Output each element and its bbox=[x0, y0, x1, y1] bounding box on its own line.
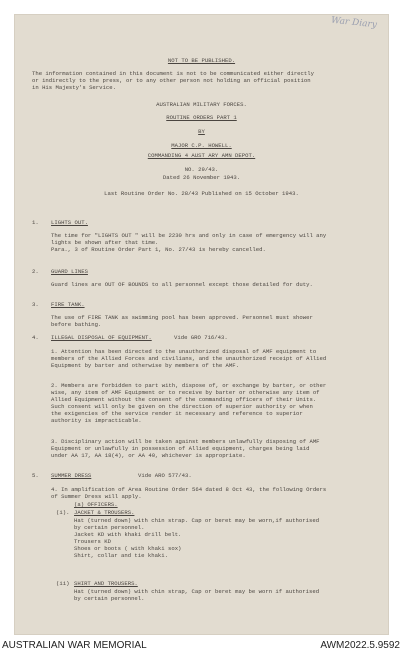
notice-line-2: or indirectly to the press, or to any other person not holding an official position bbox=[32, 77, 311, 84]
item-ii-heading: SHIRT AND TROUSERS. bbox=[74, 580, 138, 587]
command-heading: COMMANDING 4 AUST ARY AMN DEPOT. bbox=[147, 152, 256, 159]
section-4-reference: Vide GRO 716/43. bbox=[174, 334, 228, 341]
section-5-intro: 4. In amplification of Area Routine Order 564 dated 8 Oct 43, the following Orders of Summer Dress will apply. bbox=[51, 486, 327, 500]
document-page bbox=[14, 14, 389, 635]
classification-heading: NOT TO BE PUBLISHED. bbox=[167, 57, 236, 64]
section-3-number: 3. bbox=[32, 301, 39, 308]
archive-footer bbox=[0, 639, 403, 653]
section-5-title: SUMMER DRESS bbox=[51, 472, 92, 479]
section-4-title: ILLEGAL DISPOSAL OF EQUIPMENT. bbox=[51, 334, 152, 341]
by-line: BY bbox=[198, 128, 205, 135]
notice-line-3: in His Majesty's Service. bbox=[32, 84, 116, 91]
item-i-heading: JACKET & TROUSERS. bbox=[74, 509, 135, 516]
section-2-body: Guard lines are OUT OF BOUNDS to all personnel except those detailed for duty. bbox=[51, 281, 313, 288]
order-date: Dated 26 November 1943. bbox=[162, 174, 241, 181]
section-4-number: 4. bbox=[32, 334, 39, 341]
section-2-number: 2. bbox=[32, 268, 39, 275]
last-order-line: Last Routine Order No. 28/43 Published on 15 October 1943. bbox=[104, 190, 299, 197]
section-2-title: GUARD LINES bbox=[51, 268, 88, 275]
handwritten-annotation: War Diary bbox=[330, 15, 378, 31]
archive-reference: AWM2022.5.9592 bbox=[320, 640, 400, 651]
item-ii-lines: Hat (turned down) with chin strap, Cap or beret may be worn if authorised by certain personnel. bbox=[74, 588, 320, 602]
section-1-number: 1. bbox=[32, 219, 39, 226]
notice-line-1: The information contained in this document is not to be communicated either directly bbox=[32, 70, 314, 77]
section-5-number: 5. bbox=[32, 472, 39, 479]
section-1-body: The time for "LIGHTS OUT " will be 2230 hrs and only in case of emergency will any lights be shown after that time. Para., 3 of Routine Order Part 1, No. 27/43 is hereby cancelled. bbox=[51, 232, 327, 253]
officer-heading: MAJOR C.P. HOWELL. bbox=[171, 142, 232, 149]
section-1-title: LIGHTS OUT. bbox=[51, 219, 88, 226]
item-i-lines: Hat (turned down) with chin strap. Cap or beret may be worn,if authorised by certain personnel. Jacket KD with khaki drill belt. Trousers KD Shoes or boots ( with khaki sox) Shirt, collar and tie khaki. bbox=[74, 517, 320, 559]
orders-heading: ROUTINE ORDERS PART 1 bbox=[166, 114, 237, 121]
item-ii-number: (ii) bbox=[56, 580, 70, 587]
archive-name: AUSTRALIAN WAR MEMORIAL bbox=[2, 640, 147, 651]
section-4-para-2: 2. Members are forbidden to part with, dispose of, or exchange by barter, or other wise, any item of AMF Equipment or to receive by barter or otherwise any item of Allied Equipment without the consent of the commanding officers of their Units. Such consent will only be given on the direction of superior authority or when the exigencies of the service render it necessary and reference to superior authority is impracticable. bbox=[51, 382, 327, 424]
section-3-body: The use of FIRE TANK as swimming pool has been approved. Personnel must shower before bathing. bbox=[51, 314, 313, 328]
section-3-title: FIRE TANK. bbox=[51, 301, 85, 308]
section-4-para-1: 1. Attention has been directed to the unauthorized disposal of AMF equipment to members of the Allied Forces and civilians, and the unauthorized receipt of Allied Equipment by barter and otherwise by members of the AMF. bbox=[51, 348, 327, 369]
order-number: NO. 29/43. bbox=[184, 166, 219, 173]
item-i-number: (i). bbox=[56, 509, 70, 516]
section-4-para-3: 3. Disciplinary action will be taken against members unlawfully disposing of AMF Equipment or unlawfully in possession of Allied equipment, charges being laid under AA 17, AA 18(4), or AA 40, whichever is appropriate. bbox=[51, 438, 320, 459]
section-5-reference: Vide ARO 577/43. bbox=[138, 472, 192, 479]
section-5-officers-heading: (a) OFFICERS. bbox=[74, 501, 118, 508]
force-heading: AUSTRALIAN MILITARY FORCES. bbox=[156, 101, 247, 108]
